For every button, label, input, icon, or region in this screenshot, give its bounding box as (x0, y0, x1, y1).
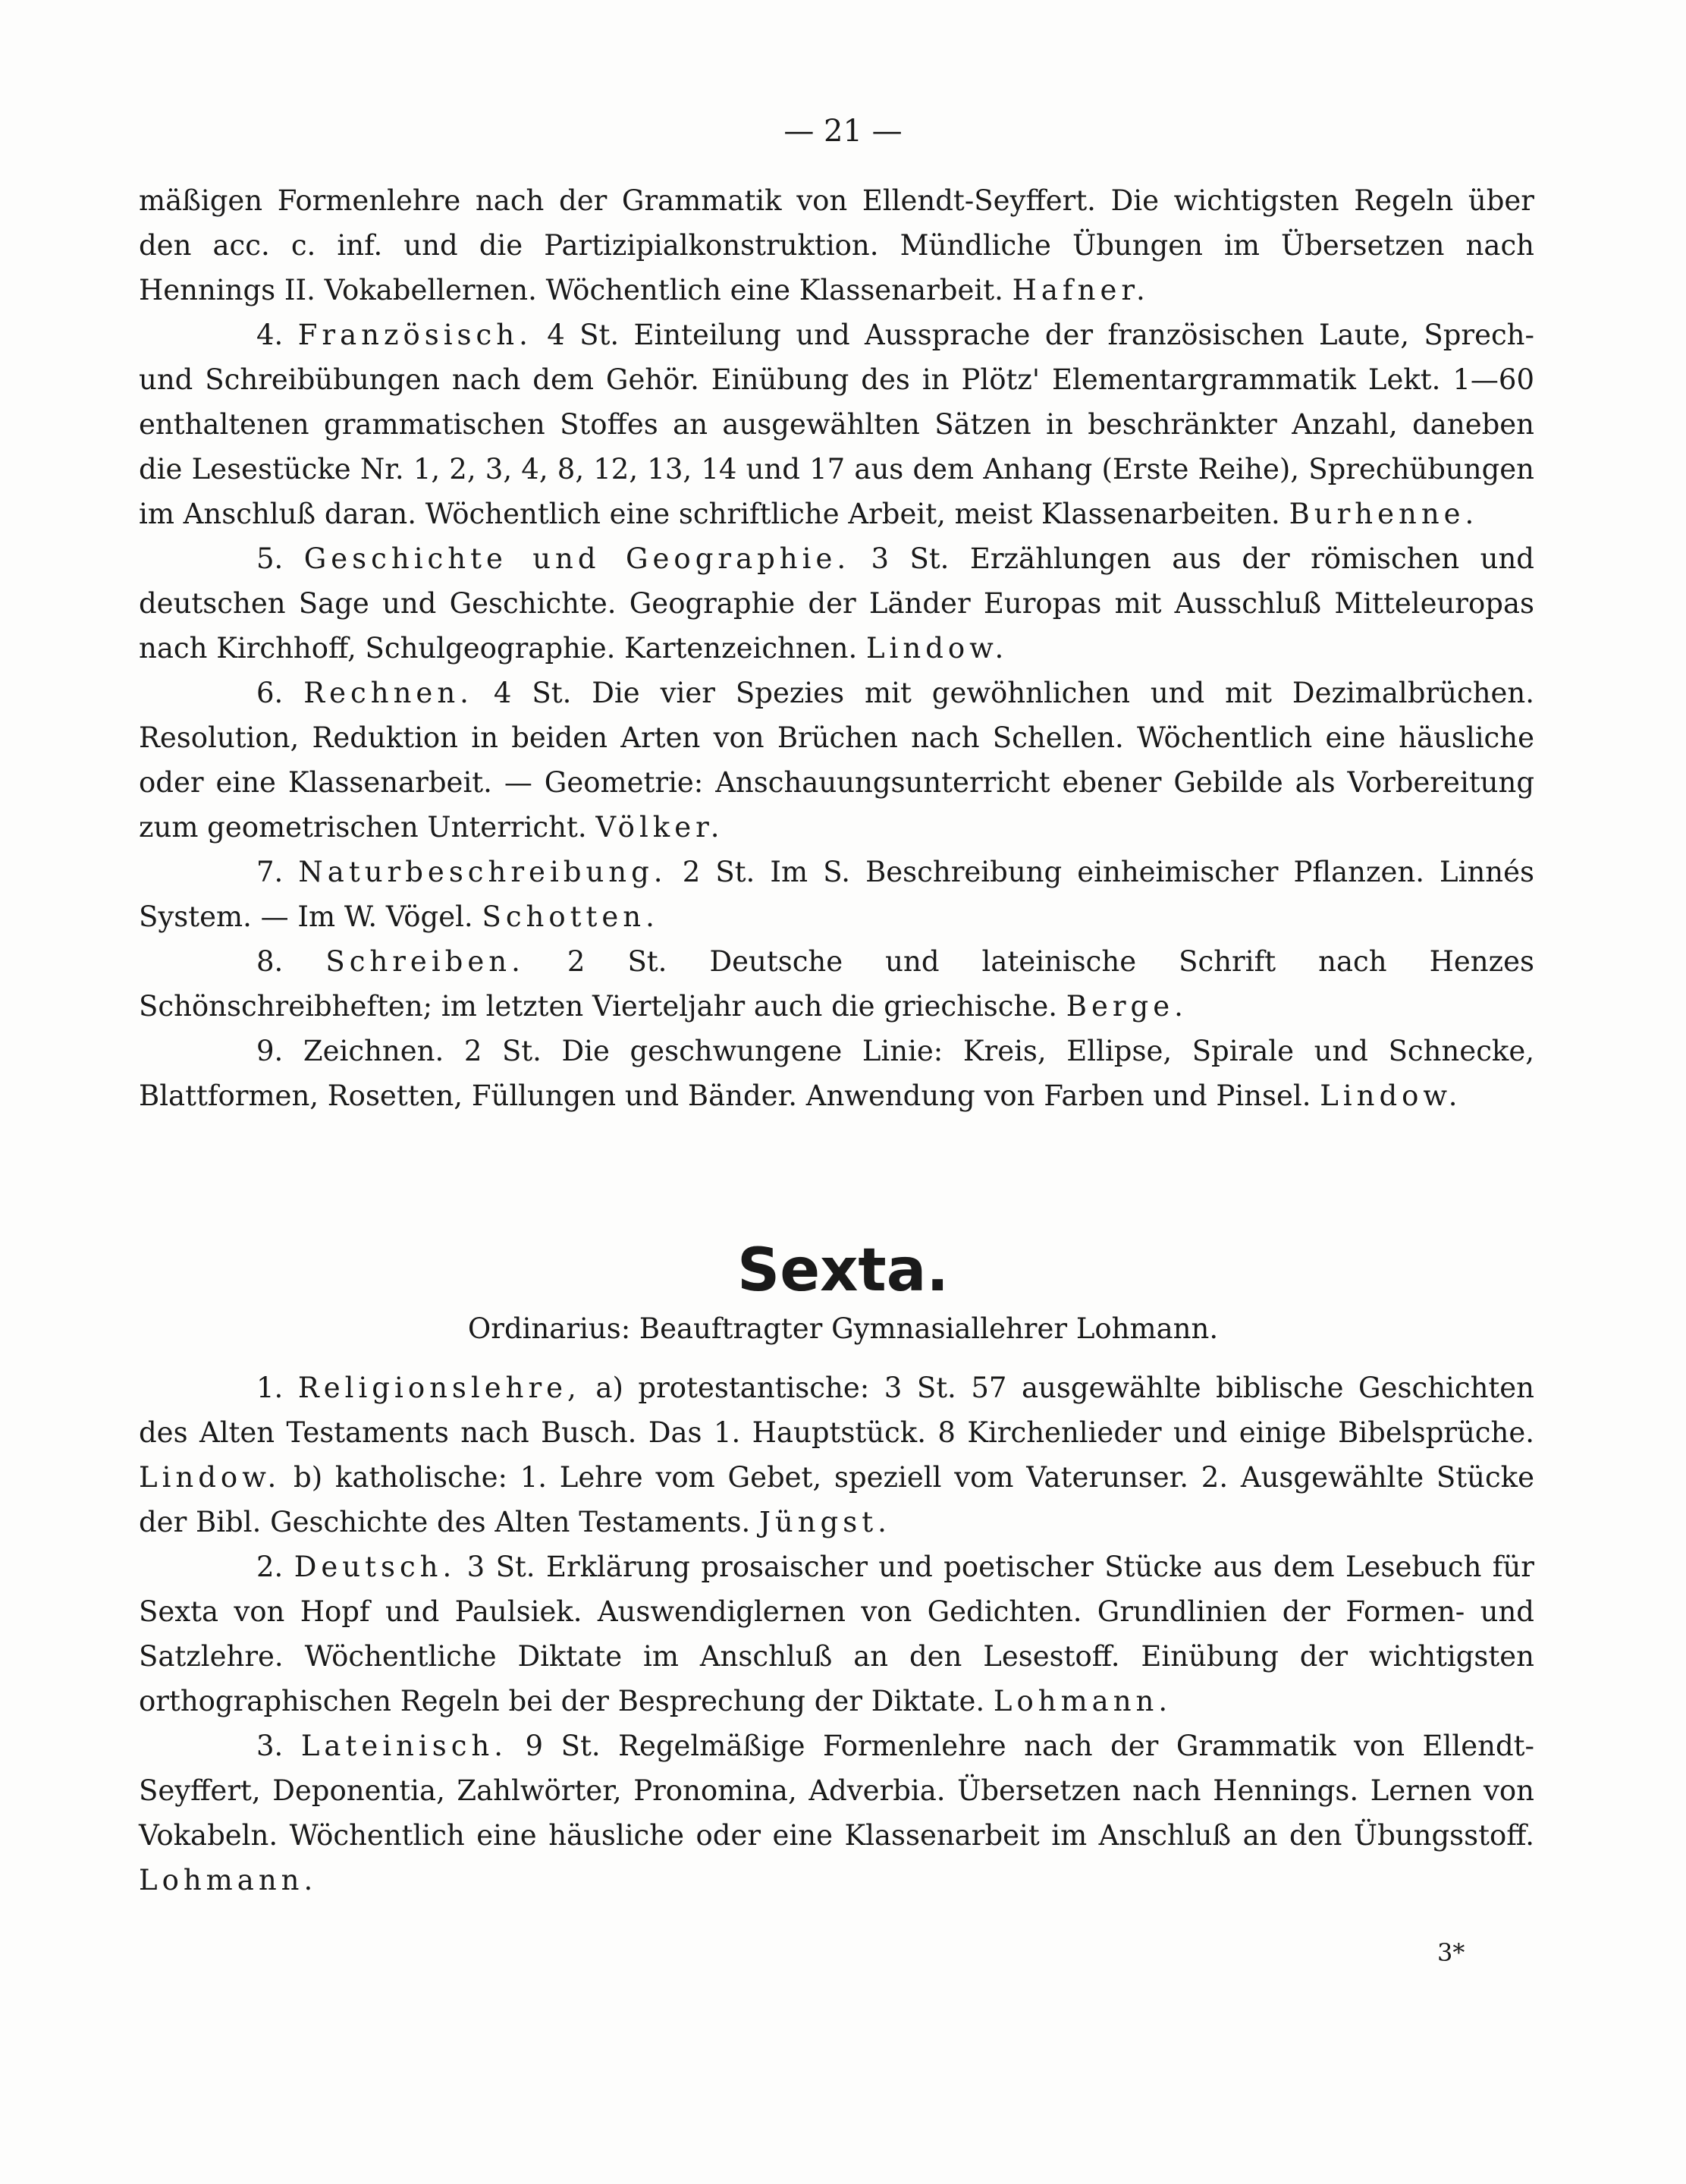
sheet-signature-mark: 3* (1437, 1938, 1465, 1967)
section-subheading: Ordinarius: Beauftragter Gymnasiallehrer Lohmann. (467, 1312, 1219, 1345)
intro-text: mäßigen Formenlehre nach der Grammatik von Ellendt-Seyffert. Die wichtigsten Regeln über den acc. c. inf. und die Partizipialkonstruktion. Mündliche Übungen im Übersetzen nach Hennings II. Vokabellernen. Wöchentlich eine Klassenarbeit. (139, 184, 1534, 306)
subject-name: Französisch. (297, 319, 532, 351)
subject-description: a) protestantische: 3 St. 57 ausgewählte biblische Geschichten des Alten Testaments nach Busch. Das 1. Hauptstück. 8 Kirchenlieder und einige Bibelsprüche. (139, 1372, 1534, 1449)
paragraph-naturbeschreibung (139, 850, 1534, 939)
paragraph-rechnen (139, 671, 1534, 850)
subject-description-continued: b) katholische: 1. Lehre vom Gebet, speziell vom Vaterunser. 2. Ausgewählte Stücke der Bibl. Geschichte des Alten Testaments. (139, 1461, 1534, 1538)
item-number: 5. (256, 542, 284, 575)
item-number: 9. (256, 1035, 284, 1067)
teacher-name: Lohmann. (139, 1864, 318, 1896)
subject-description: 2 St. Die geschwungene Linie: Kreis, Ellipse, Spirale und Schnecke, Blattformen, Rosetten, Füllungen und Bänder. Anwendung von Farben und Pinsel. (139, 1035, 1534, 1112)
page-number: — 21 — (783, 114, 903, 149)
subject-description: 4 St. Einteilung und Aussprache der französischen Laute, Sprech- und Schreibübungen nach dem Gehör. Einübung des in Plötz' Elementargrammatik Lekt. 1—60 enthaltenen grammatischen Stoffes an ausgewählten Sätzen in beschränkter Anzahl, daneben die Lesestücke Nr. 1, 2, 3, 4, 8, 12, 13, 14 und 17 aus dem Anhang (Erste Reihe), Sprechübungen im Anschluß daran. Wöchentlich eine schriftliche Arbeit, meist Klassenarbeiten. (139, 319, 1535, 530)
subject-description: 2 St. Im S. Beschreibung einheimischer Pflanzen. Linnés System. — Im W. Vögel. (139, 856, 1535, 933)
subject-name: Geschichte und Geographie. (303, 542, 851, 575)
paragraph-schreiben (139, 939, 1534, 1029)
teacher-name: Lindow. (865, 632, 1009, 665)
subject-description: 9 St. Regelmäßige Formenlehre nach der Grammatik von Ellendt-Seyffert, Deponentia, Zahlwörter, Pronomina, Adverbia. Übersetzen nach Hennings. Lernen von Vokabeln. Wöchentlich eine häusliche oder eine Klassenarbeit im Anschluß an den Übungsstoff. (139, 1730, 1534, 1852)
teacher-name: Berge. (1066, 990, 1188, 1023)
subject-name: Zeichnen. (303, 1035, 444, 1067)
paragraph-deutsch (139, 1545, 1534, 1724)
subject-description: 3 St. Erzählungen aus der römischen und deutschen Sage und Geschichte. Geographie der Länder Europas mit Ausschluß Mitteleuropas nach Kirchhoff, Schulgeographie. Kartenzeichnen. (139, 542, 1534, 665)
item-number: 3. (256, 1730, 284, 1762)
intro-teacher: Hafner. (1012, 274, 1150, 306)
intro-paragraph (139, 178, 1534, 313)
subject-name: Deutsch. (294, 1551, 457, 1583)
teacher-name: Burhenne. (1289, 498, 1479, 530)
item-number: 4. (256, 319, 284, 351)
section-heading: Sexta. (737, 1237, 949, 1305)
subject-description: 3 St. Erklärung prosaischer und poetischer Stücke aus dem Lesebuch für Sexta von Hopf und Paulsiek. Auswendiglernen von Gedichten. Grundlinien der Formen- und Satzlehre. Wöchentliche Diktate im Anschluß an den Lesestoff. Einübung der wichtigsten orthographischen Regeln bei der Besprechung der Diktate. (139, 1551, 1534, 1717)
teacher-name: Lindow. (139, 1461, 281, 1494)
paragraph-religionslehre (139, 1365, 1534, 1545)
upper-text-block (139, 178, 1534, 1118)
subject-name: Schreiben. (325, 945, 525, 978)
subject-description: 4 St. Die vier Spezies mit gewöhnlichen und mit Dezimalbrüchen. Resolution, Reduktion in beiden Arten von Brüchen nach Schellen. Wöchentlich eine häusliche oder eine Klassenarbeit. — Geometrie: Anschauungsunterricht ebener Gebilde als Vorbereitung zum geometrischen Unterricht. (139, 677, 1535, 844)
item-number: 8. (256, 945, 284, 978)
subject-name: Lateinisch. (300, 1730, 508, 1762)
subject-name: Naturbeschreibung. (298, 856, 667, 888)
teacher-name: Jüngst. (759, 1506, 891, 1538)
paragraph-zeichnen (139, 1029, 1534, 1118)
teacher-name: Lohmann. (993, 1685, 1173, 1717)
paragraph-lateinisch (139, 1724, 1534, 1903)
subject-name: Rechnen. (303, 677, 473, 709)
paragraph-franzoesisch (139, 313, 1534, 536)
teacher-name: Völker. (595, 811, 724, 844)
subject-description: 2 St. Deutsche und lateinische Schrift nach Henzes Schönschreibheften; im letzten Vierteljahr auch die griechische. (139, 945, 1534, 1023)
teacher-name: Schotten. (482, 900, 659, 933)
item-number: 1. (256, 1372, 284, 1404)
item-number: 6. (256, 677, 284, 709)
lower-text-block (139, 1365, 1534, 1903)
item-number: 2. (256, 1551, 284, 1583)
item-number: 7. (256, 856, 284, 888)
subject-name: Religionslehre, (297, 1372, 581, 1404)
teacher-name: Lindow. (1320, 1079, 1462, 1112)
paragraph-geschichte (139, 536, 1534, 671)
